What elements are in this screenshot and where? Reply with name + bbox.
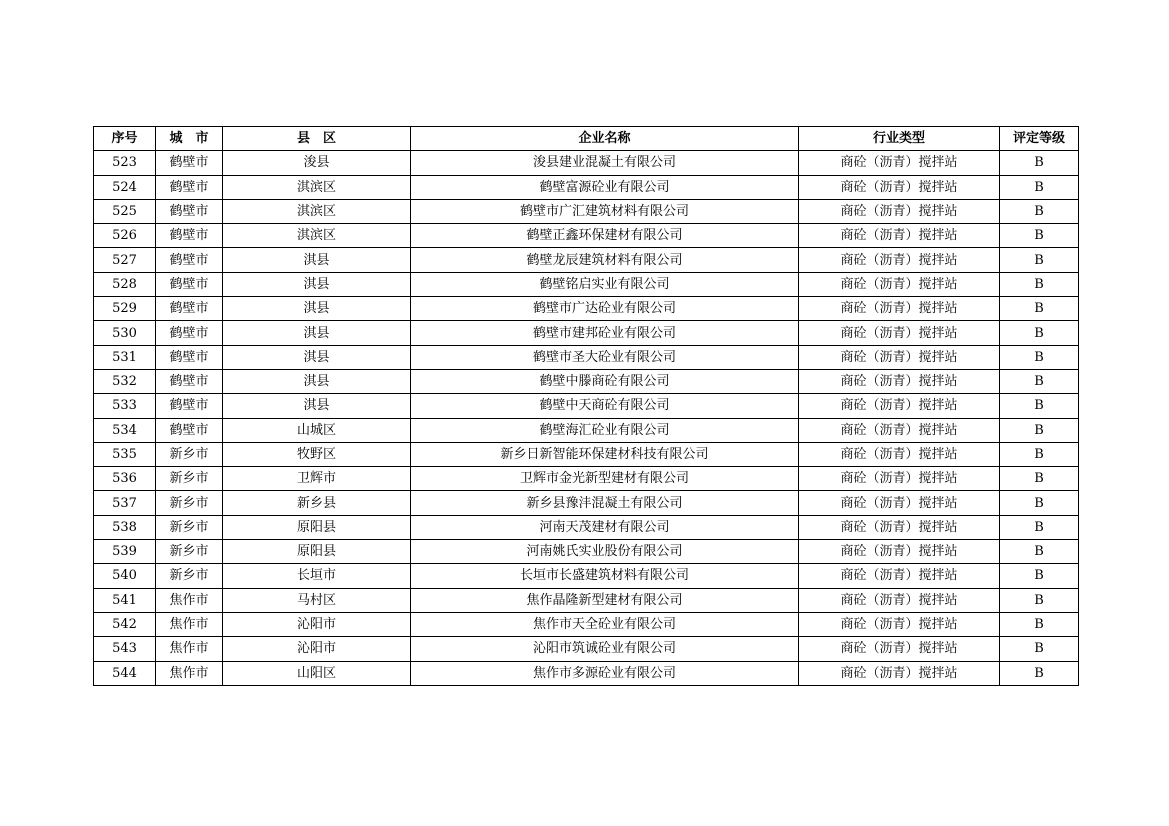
cell-grade: B (1000, 467, 1079, 491)
table-row (94, 297, 1079, 321)
cell-type: 商砼（沥青）搅拌站 (799, 637, 1000, 661)
cell-city: 鹤壁市 (156, 369, 223, 393)
cell-no: 527 (94, 248, 156, 272)
cell-grade: B (1000, 564, 1079, 588)
cell-city: 焦作市 (156, 612, 223, 636)
cell-type: 商砼（沥青）搅拌站 (799, 661, 1000, 685)
cell-type: 商砼（沥青）搅拌站 (799, 612, 1000, 636)
cell-company: 鹤壁市建邦砼业有限公司 (411, 321, 799, 345)
cell-type: 商砼（沥青）搅拌站 (799, 272, 1000, 296)
cell-county: 卫辉市 (223, 467, 411, 491)
cell-no: 540 (94, 564, 156, 588)
cell-company: 鹤壁市广汇建筑材料有限公司 (411, 199, 799, 223)
cell-no: 523 (94, 151, 156, 175)
cell-company: 卫辉市金光新型建材有限公司 (411, 467, 799, 491)
cell-city: 鹤壁市 (156, 248, 223, 272)
cell-no: 541 (94, 588, 156, 612)
cell-county: 原阳县 (223, 515, 411, 539)
cell-no: 533 (94, 394, 156, 418)
cell-city: 新乡市 (156, 491, 223, 515)
cell-type: 商砼（沥青）搅拌站 (799, 564, 1000, 588)
cell-type: 商砼（沥青）搅拌站 (799, 248, 1000, 272)
table-row (94, 564, 1079, 588)
cell-county: 山城区 (223, 418, 411, 442)
cell-no: 538 (94, 515, 156, 539)
cell-grade: B (1000, 491, 1079, 515)
cell-grade: B (1000, 442, 1079, 466)
table-row (94, 637, 1079, 661)
cell-type: 商砼（沥青）搅拌站 (799, 467, 1000, 491)
cell-city: 鹤壁市 (156, 151, 223, 175)
table-row (94, 199, 1079, 223)
cell-no: 532 (94, 369, 156, 393)
cell-no: 536 (94, 467, 156, 491)
cell-no: 530 (94, 321, 156, 345)
cell-grade: B (1000, 199, 1079, 223)
cell-type: 商砼（沥青）搅拌站 (799, 515, 1000, 539)
cell-no: 535 (94, 442, 156, 466)
cell-county: 原阳县 (223, 540, 411, 564)
cell-city: 焦作市 (156, 661, 223, 685)
cell-city: 鹤壁市 (156, 297, 223, 321)
cell-type: 商砼（沥青）搅拌站 (799, 224, 1000, 248)
header-grade: 评定等级 (1000, 127, 1079, 151)
header-no: 序号 (94, 127, 156, 151)
cell-county: 淇县 (223, 297, 411, 321)
table-row (94, 467, 1079, 491)
table-row (94, 321, 1079, 345)
cell-company: 鹤壁正鑫环保建材有限公司 (411, 224, 799, 248)
cell-type: 商砼（沥青）搅拌站 (799, 175, 1000, 199)
cell-county: 沁阳市 (223, 612, 411, 636)
cell-city: 新乡市 (156, 467, 223, 491)
table-row (94, 345, 1079, 369)
cell-company: 鹤壁龙辰建筑材料有限公司 (411, 248, 799, 272)
cell-city: 新乡市 (156, 442, 223, 466)
cell-type: 商砼（沥青）搅拌站 (799, 418, 1000, 442)
table-row (94, 175, 1079, 199)
cell-county: 淇县 (223, 321, 411, 345)
cell-county: 淇滨区 (223, 224, 411, 248)
cell-company: 新乡日新智能环保建材科技有限公司 (411, 442, 799, 466)
cell-city: 焦作市 (156, 637, 223, 661)
cell-city: 新乡市 (156, 564, 223, 588)
cell-grade: B (1000, 272, 1079, 296)
cell-city: 鹤壁市 (156, 321, 223, 345)
cell-company: 鹤壁中滕商砼有限公司 (411, 369, 799, 393)
cell-no: 544 (94, 661, 156, 685)
cell-no: 534 (94, 418, 156, 442)
cell-grade: B (1000, 369, 1079, 393)
cell-no: 531 (94, 345, 156, 369)
cell-grade: B (1000, 224, 1079, 248)
cell-grade: B (1000, 297, 1079, 321)
table-row (94, 588, 1079, 612)
cell-city: 鹤壁市 (156, 175, 223, 199)
cell-city: 焦作市 (156, 588, 223, 612)
cell-no: 524 (94, 175, 156, 199)
header-company: 企业名称 (411, 127, 799, 151)
header-county: 县 区 (223, 127, 411, 151)
cell-type: 商砼（沥青）搅拌站 (799, 345, 1000, 369)
cell-no: 537 (94, 491, 156, 515)
table-header-row (94, 127, 1079, 151)
cell-company: 焦作晶隆新型建材有限公司 (411, 588, 799, 612)
cell-type: 商砼（沥青）搅拌站 (799, 297, 1000, 321)
cell-company: 沁阳市筑诚砼业有限公司 (411, 637, 799, 661)
cell-type: 商砼（沥青）搅拌站 (799, 151, 1000, 175)
cell-company: 焦作市多源砼业有限公司 (411, 661, 799, 685)
cell-no: 529 (94, 297, 156, 321)
cell-grade: B (1000, 345, 1079, 369)
cell-company: 浚县建业混凝土有限公司 (411, 151, 799, 175)
cell-grade: B (1000, 248, 1079, 272)
cell-grade: B (1000, 612, 1079, 636)
cell-county: 淇滨区 (223, 199, 411, 223)
cell-county: 浚县 (223, 151, 411, 175)
cell-county: 马村区 (223, 588, 411, 612)
cell-company: 河南天茂建材有限公司 (411, 515, 799, 539)
table-row (94, 515, 1079, 539)
header-city: 城 市 (156, 127, 223, 151)
table-body (94, 151, 1079, 686)
cell-type: 商砼（沥青）搅拌站 (799, 394, 1000, 418)
cell-company: 鹤壁铭启实业有限公司 (411, 272, 799, 296)
cell-type: 商砼（沥青）搅拌站 (799, 369, 1000, 393)
table-row (94, 661, 1079, 685)
cell-grade: B (1000, 637, 1079, 661)
cell-grade: B (1000, 175, 1079, 199)
cell-county: 牧野区 (223, 442, 411, 466)
cell-city: 鹤壁市 (156, 272, 223, 296)
cell-county: 新乡县 (223, 491, 411, 515)
table-row (94, 272, 1079, 296)
table-row (94, 442, 1079, 466)
cell-grade: B (1000, 394, 1079, 418)
cell-no: 543 (94, 637, 156, 661)
cell-county: 淇县 (223, 394, 411, 418)
cell-company: 鹤壁市广达砼业有限公司 (411, 297, 799, 321)
table-row (94, 540, 1079, 564)
table-row (94, 224, 1079, 248)
cell-county: 长垣市 (223, 564, 411, 588)
cell-grade: B (1000, 540, 1079, 564)
cell-city: 新乡市 (156, 515, 223, 539)
table-row (94, 418, 1079, 442)
header-type: 行业类型 (799, 127, 1000, 151)
table-row (94, 394, 1079, 418)
cell-city: 鹤壁市 (156, 345, 223, 369)
table-row (94, 612, 1079, 636)
cell-no: 525 (94, 199, 156, 223)
cell-city: 鹤壁市 (156, 199, 223, 223)
cell-company: 鹤壁市圣大砼业有限公司 (411, 345, 799, 369)
cell-county: 淇县 (223, 272, 411, 296)
cell-type: 商砼（沥青）搅拌站 (799, 588, 1000, 612)
table-row (94, 369, 1079, 393)
cell-no: 526 (94, 224, 156, 248)
cell-company: 焦作市天全砼业有限公司 (411, 612, 799, 636)
cell-grade: B (1000, 418, 1079, 442)
cell-grade: B (1000, 661, 1079, 685)
cell-grade: B (1000, 321, 1079, 345)
cell-company: 鹤壁富源砼业有限公司 (411, 175, 799, 199)
cell-grade: B (1000, 151, 1079, 175)
cell-grade: B (1000, 515, 1079, 539)
cell-city: 新乡市 (156, 540, 223, 564)
cell-type: 商砼（沥青）搅拌站 (799, 442, 1000, 466)
cell-type: 商砼（沥青）搅拌站 (799, 321, 1000, 345)
cell-county: 淇滨区 (223, 175, 411, 199)
cell-type: 商砼（沥青）搅拌站 (799, 540, 1000, 564)
table-row (94, 151, 1079, 175)
cell-type: 商砼（沥青）搅拌站 (799, 199, 1000, 223)
cell-county: 淇县 (223, 248, 411, 272)
cell-company: 鹤壁海汇砼业有限公司 (411, 418, 799, 442)
cell-city: 鹤壁市 (156, 418, 223, 442)
table-row (94, 248, 1079, 272)
cell-city: 鹤壁市 (156, 394, 223, 418)
cell-grade: B (1000, 588, 1079, 612)
cell-type: 商砼（沥青）搅拌站 (799, 491, 1000, 515)
enterprise-grade-table (93, 126, 1079, 686)
cell-county: 沁阳市 (223, 637, 411, 661)
cell-company: 长垣市长盛建筑材料有限公司 (411, 564, 799, 588)
cell-no: 539 (94, 540, 156, 564)
cell-company: 鹤壁中天商砼有限公司 (411, 394, 799, 418)
cell-county: 淇县 (223, 345, 411, 369)
cell-county: 淇县 (223, 369, 411, 393)
cell-no: 542 (94, 612, 156, 636)
cell-county: 山阳区 (223, 661, 411, 685)
table-row (94, 491, 1079, 515)
cell-company: 新乡县豫沣混凝土有限公司 (411, 491, 799, 515)
cell-company: 河南姚氏实业股份有限公司 (411, 540, 799, 564)
cell-no: 528 (94, 272, 156, 296)
cell-city: 鹤壁市 (156, 224, 223, 248)
